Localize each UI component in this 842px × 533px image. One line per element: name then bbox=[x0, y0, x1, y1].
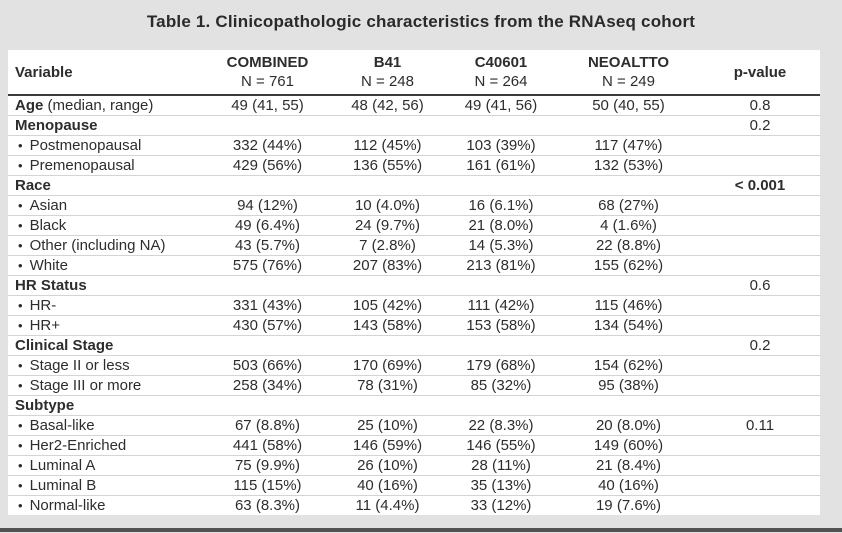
value-cell: 207 (83%) bbox=[330, 256, 445, 276]
bullet-icon: • bbox=[18, 218, 23, 233]
row-label-bold: Age bbox=[15, 97, 44, 114]
value-cell: 112 (45%) bbox=[330, 136, 445, 156]
value-cell bbox=[330, 336, 445, 356]
bottom-border bbox=[0, 528, 842, 532]
value-cell bbox=[557, 176, 700, 196]
p-value-cell: 0.2 bbox=[700, 116, 820, 136]
table-row bbox=[8, 216, 820, 236]
value-cell: 63 (8.3%) bbox=[205, 496, 330, 516]
row-label: Premenopausal bbox=[29, 157, 135, 174]
p-value-cell bbox=[700, 316, 820, 336]
table-row bbox=[8, 296, 820, 316]
value-cell bbox=[205, 116, 330, 136]
clinicopathologic-table bbox=[8, 50, 820, 515]
variable-cell bbox=[8, 336, 205, 356]
column-label: NEOALTTO bbox=[587, 54, 670, 71]
value-cell bbox=[445, 176, 557, 196]
row-label: Postmenopausal bbox=[29, 137, 142, 154]
value-cell: 441 (58%) bbox=[205, 436, 330, 456]
table-row bbox=[8, 95, 820, 116]
value-cell: 85 (32%) bbox=[445, 376, 557, 396]
p-value-cell bbox=[700, 396, 820, 416]
value-cell: 161 (61%) bbox=[445, 156, 557, 176]
variable-cell bbox=[8, 376, 205, 396]
value-cell: 258 (34%) bbox=[205, 376, 330, 396]
variable-cell bbox=[8, 216, 205, 236]
column-header-neoaltto bbox=[557, 50, 700, 95]
bullet-icon: • bbox=[18, 158, 23, 173]
bullet-icon: • bbox=[18, 298, 23, 313]
value-cell: 33 (12%) bbox=[445, 496, 557, 516]
value-cell: 117 (47%) bbox=[557, 136, 700, 156]
row-label: Stage II or less bbox=[29, 357, 130, 374]
value-cell bbox=[205, 276, 330, 296]
value-cell: 94 (12%) bbox=[205, 196, 330, 216]
value-cell: 136 (55%) bbox=[330, 156, 445, 176]
variable-cell bbox=[8, 476, 205, 496]
variable-cell bbox=[8, 176, 205, 196]
value-cell: 25 (10%) bbox=[330, 416, 445, 436]
row-label: Luminal B bbox=[29, 477, 97, 494]
value-cell: 143 (58%) bbox=[330, 316, 445, 336]
variable-cell bbox=[8, 416, 205, 436]
table-row bbox=[8, 316, 820, 336]
p-value-cell bbox=[700, 236, 820, 256]
value-cell: 16 (6.1%) bbox=[445, 196, 557, 216]
value-cell: 154 (62%) bbox=[557, 356, 700, 376]
value-cell bbox=[205, 396, 330, 416]
table-body bbox=[8, 95, 820, 515]
bullet-icon: • bbox=[18, 458, 23, 473]
row-label-bold: Race bbox=[15, 177, 51, 194]
value-cell: 68 (27%) bbox=[557, 196, 700, 216]
table-header bbox=[8, 50, 820, 95]
column-header-p-value bbox=[700, 50, 820, 95]
variable-cell bbox=[8, 236, 205, 256]
value-cell: 35 (13%) bbox=[445, 476, 557, 496]
value-cell: 40 (16%) bbox=[330, 476, 445, 496]
bullet-icon: • bbox=[18, 438, 23, 453]
p-value-cell bbox=[700, 356, 820, 376]
column-header-c40601 bbox=[445, 50, 557, 95]
variable-cell bbox=[8, 456, 205, 476]
row-label-bold: HR Status bbox=[15, 277, 87, 294]
bullet-icon: • bbox=[18, 418, 23, 433]
value-cell: 49 (6.4%) bbox=[205, 216, 330, 236]
variable-cell bbox=[8, 276, 205, 296]
table-row bbox=[8, 336, 820, 356]
variable-cell bbox=[8, 316, 205, 336]
value-cell: 332 (44%) bbox=[205, 136, 330, 156]
value-cell: 146 (59%) bbox=[330, 436, 445, 456]
value-cell: 155 (62%) bbox=[557, 256, 700, 276]
table-row bbox=[8, 416, 820, 436]
variable-cell bbox=[8, 196, 205, 216]
value-cell bbox=[330, 396, 445, 416]
bullet-icon: • bbox=[18, 258, 23, 273]
value-cell: 105 (42%) bbox=[330, 296, 445, 316]
column-sublabel: N = 248 bbox=[361, 73, 414, 90]
value-cell: 331 (43%) bbox=[205, 296, 330, 316]
value-cell bbox=[557, 116, 700, 136]
p-value-cell bbox=[700, 136, 820, 156]
value-cell: 430 (57%) bbox=[205, 316, 330, 336]
table-row bbox=[8, 176, 820, 196]
p-value-cell bbox=[700, 496, 820, 516]
value-cell bbox=[445, 396, 557, 416]
table-row bbox=[8, 396, 820, 416]
value-cell bbox=[330, 276, 445, 296]
value-cell: 170 (69%) bbox=[330, 356, 445, 376]
value-cell bbox=[445, 276, 557, 296]
value-cell: 43 (5.7%) bbox=[205, 236, 330, 256]
p-value-cell bbox=[700, 256, 820, 276]
value-cell: 14 (5.3%) bbox=[445, 236, 557, 256]
column-sublabel: N = 761 bbox=[241, 73, 294, 90]
row-label-bold: Subtype bbox=[15, 397, 75, 414]
value-cell: 28 (11%) bbox=[445, 456, 557, 476]
table-row bbox=[8, 116, 820, 136]
value-cell: 7 (2.8%) bbox=[330, 236, 445, 256]
row-label: HR+ bbox=[29, 317, 60, 334]
value-cell: 115 (15%) bbox=[205, 476, 330, 496]
value-cell: 78 (31%) bbox=[330, 376, 445, 396]
table-row bbox=[8, 376, 820, 396]
row-label: Black bbox=[29, 217, 67, 234]
variable-cell bbox=[8, 116, 205, 136]
table-row bbox=[8, 356, 820, 376]
column-label: B41 bbox=[373, 54, 402, 71]
value-cell bbox=[445, 336, 557, 356]
bullet-icon: • bbox=[18, 198, 23, 213]
column-sublabel: N = 264 bbox=[474, 73, 528, 90]
column-label: Variable bbox=[15, 63, 73, 81]
p-value-cell bbox=[700, 216, 820, 236]
p-value-cell bbox=[700, 296, 820, 316]
bullet-icon: • bbox=[18, 358, 23, 373]
column-label: C40601 bbox=[474, 54, 528, 71]
row-label-bold: Clinical Stage bbox=[15, 337, 114, 354]
value-cell: 115 (46%) bbox=[557, 296, 700, 316]
value-cell: 134 (54%) bbox=[557, 316, 700, 336]
variable-cell bbox=[8, 396, 205, 416]
table-row bbox=[8, 476, 820, 496]
value-cell: 103 (39%) bbox=[445, 136, 557, 156]
value-cell: 19 (7.6%) bbox=[557, 496, 700, 516]
variable-cell bbox=[8, 436, 205, 456]
p-value-cell: 0.2 bbox=[700, 336, 820, 356]
p-value-cell: 0.8 bbox=[749, 97, 771, 114]
value-cell: 503 (66%) bbox=[205, 356, 330, 376]
value-cell: 26 (10%) bbox=[330, 456, 445, 476]
table-row bbox=[8, 256, 820, 276]
value-cell: 49 (41, 55) bbox=[231, 97, 304, 114]
bullet-icon: • bbox=[18, 138, 23, 153]
p-value-cell bbox=[700, 196, 820, 216]
variable-cell bbox=[8, 136, 205, 156]
value-cell: 429 (56%) bbox=[205, 156, 330, 176]
row-label: Other (including NA) bbox=[29, 237, 166, 254]
value-cell bbox=[330, 116, 445, 136]
table-row bbox=[8, 156, 820, 176]
value-cell bbox=[205, 336, 330, 356]
value-cell: 22 (8.3%) bbox=[445, 416, 557, 436]
value-cell: 21 (8.0%) bbox=[445, 216, 557, 236]
variable-cell bbox=[8, 156, 205, 176]
value-cell: 21 (8.4%) bbox=[557, 456, 700, 476]
value-cell: 111 (42%) bbox=[445, 296, 557, 316]
table-row bbox=[8, 236, 820, 256]
p-value-cell: 0.11 bbox=[700, 416, 820, 436]
row-label: Stage III or more bbox=[29, 377, 142, 394]
value-cell: 132 (53%) bbox=[557, 156, 700, 176]
value-cell bbox=[557, 396, 700, 416]
value-cell bbox=[330, 176, 445, 196]
value-cell: 4 (1.6%) bbox=[557, 216, 700, 236]
column-sublabel: N = 249 bbox=[602, 73, 655, 90]
value-cell: 67 (8.8%) bbox=[205, 416, 330, 436]
p-value-cell bbox=[700, 156, 820, 176]
p-value-cell bbox=[700, 436, 820, 456]
value-cell: 11 (4.4%) bbox=[330, 496, 445, 516]
value-cell: 213 (81%) bbox=[445, 256, 557, 276]
value-cell bbox=[557, 276, 700, 296]
variable-cell bbox=[8, 256, 205, 276]
table-row bbox=[8, 436, 820, 456]
value-cell: 153 (58%) bbox=[445, 316, 557, 336]
value-cell bbox=[557, 336, 700, 356]
row-label-bold: Menopause bbox=[15, 117, 98, 134]
row-label: White bbox=[29, 257, 68, 274]
bullet-icon: • bbox=[18, 238, 23, 253]
variable-cell bbox=[8, 296, 205, 316]
value-cell: 575 (76%) bbox=[205, 256, 330, 276]
p-value-cell bbox=[700, 376, 820, 396]
value-cell: 149 (60%) bbox=[557, 436, 700, 456]
value-cell: 179 (68%) bbox=[445, 356, 557, 376]
variable-cell bbox=[8, 496, 205, 516]
value-cell: 40 (16%) bbox=[557, 476, 700, 496]
value-cell: 20 (8.0%) bbox=[557, 416, 700, 436]
bullet-icon: • bbox=[18, 478, 23, 493]
column-header-combined bbox=[205, 50, 330, 95]
row-label: Asian bbox=[29, 197, 68, 214]
p-value-cell bbox=[700, 476, 820, 496]
value-cell bbox=[445, 116, 557, 136]
table-row bbox=[8, 196, 820, 216]
column-header-b41 bbox=[330, 50, 445, 95]
column-header-variable bbox=[8, 50, 205, 95]
header-row bbox=[8, 50, 820, 95]
table-row bbox=[8, 136, 820, 156]
bullet-icon: • bbox=[18, 318, 23, 333]
value-cell: 146 (55%) bbox=[445, 436, 557, 456]
row-label: HR- bbox=[29, 297, 57, 314]
value-cell: 22 (8.8%) bbox=[557, 236, 700, 256]
variable-cell bbox=[8, 95, 205, 116]
bullet-icon: • bbox=[18, 378, 23, 393]
p-value-cell: < 0.001 bbox=[700, 176, 820, 196]
table-title: Table 1. Clinicopathologic characteristics from the RNAseq cohort bbox=[146, 12, 696, 31]
row-label: Basal-like bbox=[29, 417, 95, 434]
variable-cell bbox=[8, 356, 205, 376]
column-label: p-value bbox=[733, 63, 787, 81]
table-row bbox=[8, 276, 820, 296]
p-value-cell: 0.6 bbox=[700, 276, 820, 296]
value-cell: 95 (38%) bbox=[557, 376, 700, 396]
value-cell: 49 (41, 56) bbox=[464, 97, 538, 114]
value-cell: 50 (40, 55) bbox=[592, 97, 665, 114]
value-cell: 10 (4.0%) bbox=[330, 196, 445, 216]
value-cell bbox=[205, 176, 330, 196]
p-value-cell bbox=[700, 456, 820, 476]
row-label: Luminal A bbox=[29, 457, 96, 474]
table-row bbox=[8, 496, 820, 516]
row-label: Normal-like bbox=[29, 497, 106, 514]
value-cell: 75 (9.9%) bbox=[205, 456, 330, 476]
table-row bbox=[8, 456, 820, 476]
bullet-icon: • bbox=[18, 498, 23, 513]
row-label: (median, range) bbox=[43, 97, 154, 114]
value-cell: 24 (9.7%) bbox=[330, 216, 445, 236]
value-cell: 48 (42, 56) bbox=[351, 97, 424, 114]
column-label: COMBINED bbox=[226, 54, 309, 71]
row-label: Her2-Enriched bbox=[29, 437, 127, 454]
